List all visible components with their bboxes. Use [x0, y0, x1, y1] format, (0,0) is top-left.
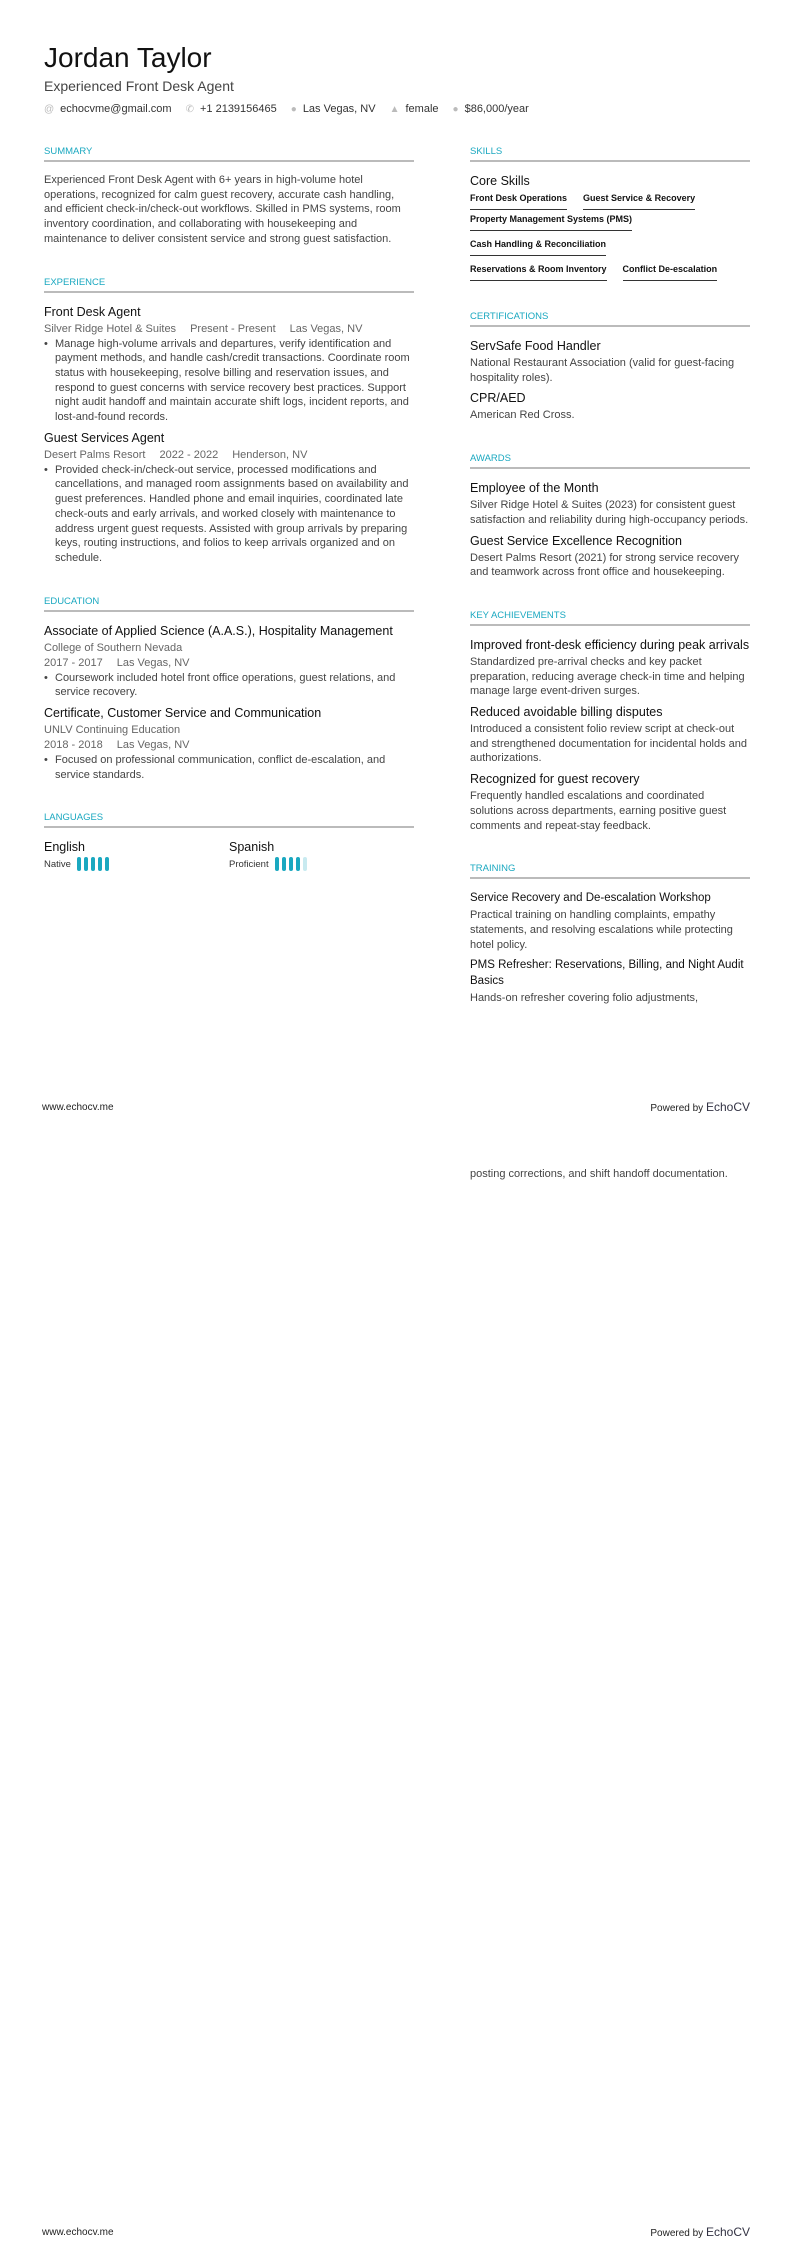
rating-bar — [84, 857, 88, 871]
rating-bar — [105, 857, 109, 871]
item-title: ServSafe Food Handler — [470, 339, 601, 353]
contact-bar — [44, 103, 529, 115]
rating-bars — [275, 857, 307, 871]
skills-group: Core Skills — [470, 174, 530, 188]
location: Las Vegas, NV — [116, 739, 190, 752]
degree: Associate of Applied Science (A.A.S.), Hospitality Management — [44, 623, 393, 638]
contact-location: ● Las Vegas, NV — [290, 103, 376, 115]
item-text: National Restaurant Association (valid for guest-facing hospitality roles). — [470, 357, 735, 384]
person-icon: ▲ — [389, 104, 400, 115]
company: Desert Palms Resort — [44, 448, 146, 461]
section-heading: EDUCATION — [44, 596, 414, 612]
item-text: Practical training on handling complaints, empathy statements, and resolving escalations while protecting hotel policy. — [470, 909, 733, 951]
rating-bar — [296, 857, 300, 871]
item-text: Introduced a consistent folio review script at check-out and strengthened documentation for incidental holds and authorizations. — [470, 723, 748, 765]
item-title: Recognized for guest recovery — [470, 772, 640, 787]
location: Las Vegas, NV — [289, 322, 363, 335]
experience-item — [44, 304, 414, 425]
item-text: Hands-on refresher covering folio adjustments, — [470, 992, 699, 1005]
right-column — [470, 146, 750, 1036]
rating-bar — [303, 857, 307, 871]
item-title: Improved front-desk efficiency during peak arrivals — [470, 637, 750, 652]
achievements-section — [470, 610, 750, 833]
item-text: Standardized pre-arrival checks and key packet preparation, reducing average check-in time and helping manage large event-driven surges. — [470, 655, 745, 698]
job-role: Front Desk Agent — [44, 304, 141, 319]
section-heading: CERTIFICATIONS — [470, 311, 750, 327]
skill-chip: Front Desk Operations — [470, 193, 567, 210]
item-title: Reduced avoidable billing disputes — [470, 705, 663, 720]
section-heading: LANGUAGES — [44, 812, 414, 828]
education-item — [44, 705, 414, 782]
location: Henderson, NV — [232, 448, 308, 461]
language-name: English — [44, 840, 85, 855]
section-heading: TRAINING — [470, 863, 750, 879]
dates: 2022 - 2022 — [159, 448, 219, 461]
section-heading: KEY ACHIEVEMENTS — [470, 610, 750, 626]
footer-site-link[interactable]: www.echocv.me — [42, 1102, 114, 1113]
bullet: • Provided check-in/check-out service, processed modifications and cancellations, and managed room assignments based on availability and guest preferences. Handled phone and email inquiries, coordinated late check-outs and early arrivals, and worked closely with maintenance to address urgent guest requests. Assisted with group arrivals by preparing keys, routing instructions, and folios to keep arrivals organized and on schedule. — [44, 463, 414, 566]
education-item — [44, 623, 414, 700]
footer-site-link[interactable]: www.echocv.me — [42, 2227, 114, 2238]
item-title: PMS Refresher: Reservations, Billing, and Night Audit Basics — [470, 959, 744, 988]
experience-section — [44, 277, 414, 566]
rating-bar — [91, 857, 95, 871]
summary-section — [44, 146, 414, 247]
rating-bars — [77, 857, 109, 871]
resume-page-2 — [0, 1123, 794, 2246]
phone-icon: ✆ — [185, 104, 194, 115]
certifications-section — [470, 311, 750, 423]
contact-salary: ● $86,000/year — [452, 103, 529, 115]
item-text: Silver Ridge Hotel & Suites (2023) for consistent guest satisfaction and reliability during high-occupancy periods. — [470, 499, 749, 526]
item-text-continued: posting corrections, and shift handoff documentation. — [470, 1168, 728, 1180]
brand-logo: EchoCV — [705, 2225, 750, 2239]
section-heading: SUMMARY — [44, 146, 414, 162]
summary-text: Experienced Front Desk Agent with 6+ years in high-volume hotel operations, recognized for calm guest recovery, accurate cash handling, and efficient check-in/check-out workflows. Skilled in PMS systems, room inventory coordination, and collaborating with housekeeping and maintenance to deliver consistent service and strong guest satisfaction. — [44, 174, 401, 245]
rating-bar — [77, 857, 81, 871]
left-column — [44, 146, 414, 901]
rating-bar — [282, 857, 286, 871]
bullet: • Manage high-volume arrivals and departures, verify identification and payment methods, and handle cash/credit transactions. Coordinate room status with housekeeping, resolve billing and reservation issues, and respond to guest concerns with service recovery best practices. Support night audit handoff and maintain accurate shift logs, incident reports, and lost-and-found records. — [44, 337, 414, 425]
education-section — [44, 596, 414, 783]
language-item — [44, 839, 229, 871]
language-level: Proficient — [229, 858, 269, 870]
item-title: Guest Service Excellence Recognition — [470, 533, 682, 548]
experience-item — [44, 430, 414, 566]
item-title: Employee of the Month — [470, 481, 599, 496]
degree: Certificate, Customer Service and Communication — [44, 706, 322, 721]
location: Las Vegas, NV — [116, 656, 190, 669]
language-level: Native — [44, 858, 71, 870]
bullet: • Focused on professional communication, conflict de-escalation, and service standards. — [44, 753, 414, 782]
rating-bar — [98, 857, 102, 871]
section-heading: AWARDS — [470, 453, 750, 469]
school: College of Southern Nevada — [44, 641, 183, 654]
awards-section — [470, 453, 750, 580]
bullet: • Coursework included hotel front office operations, guest relations, and service recovery. — [44, 671, 414, 700]
brand-logo: EchoCV — [705, 1100, 750, 1114]
skill-chip: Cash Handling & Reconciliation — [470, 239, 606, 256]
footer-powered[interactable]: Powered by EchoCV — [650, 1100, 750, 1114]
skill-chip: Property Management Systems (PMS) — [470, 214, 632, 231]
contact-email[interactable]: @ echocvme@gmail.com — [44, 103, 172, 115]
job-role: Guest Services Agent — [44, 430, 165, 445]
item-title: CPR/AED — [470, 391, 526, 406]
candidate-title: Experienced Front Desk Agent — [44, 78, 234, 94]
language-item — [229, 839, 414, 871]
skill-chip: Guest Service & Recovery — [583, 193, 695, 210]
skill-chip: Reservations & Room Inventory — [470, 264, 607, 281]
training-section — [470, 863, 750, 1006]
languages-section — [44, 812, 414, 871]
dates: 2017 - 2017 — [44, 656, 103, 669]
dates: Present - Present — [190, 322, 276, 335]
language-name: Spanish — [229, 840, 275, 855]
rating-bar — [289, 857, 293, 871]
item-title: Service Recovery and De-escalation Workshop — [470, 892, 711, 905]
skills-section — [470, 146, 750, 281]
company: Silver Ridge Hotel & Suites — [44, 322, 177, 335]
rating-bar — [275, 857, 279, 871]
at-icon: @ — [44, 104, 55, 115]
contact-gender: ▲ female — [389, 103, 439, 115]
section-heading: SKILLS — [470, 146, 750, 162]
candidate-name: Jordan Taylor — [44, 42, 212, 73]
dollar-icon: ● — [452, 104, 459, 115]
item-text: Desert Palms Resort (2021) for strong service recovery and teamwork across front office and housekeeping. — [470, 551, 739, 579]
dates: 2018 - 2018 — [44, 739, 103, 752]
item-text: Frequently handled escalations and coordinated solutions across departments, earning positive guest comments and repeat-stay feedback. — [470, 790, 727, 832]
school: UNLV Continuing Education — [44, 724, 181, 737]
skill-chip: Conflict De-escalation — [623, 264, 718, 281]
item-text: American Red Cross. — [470, 409, 575, 422]
location-icon: ● — [290, 104, 297, 115]
section-heading: EXPERIENCE — [44, 277, 414, 293]
footer-powered[interactable]: Powered by EchoCV — [650, 2225, 750, 2239]
contact-phone[interactable]: ✆ +1 2139156465 — [185, 103, 277, 115]
